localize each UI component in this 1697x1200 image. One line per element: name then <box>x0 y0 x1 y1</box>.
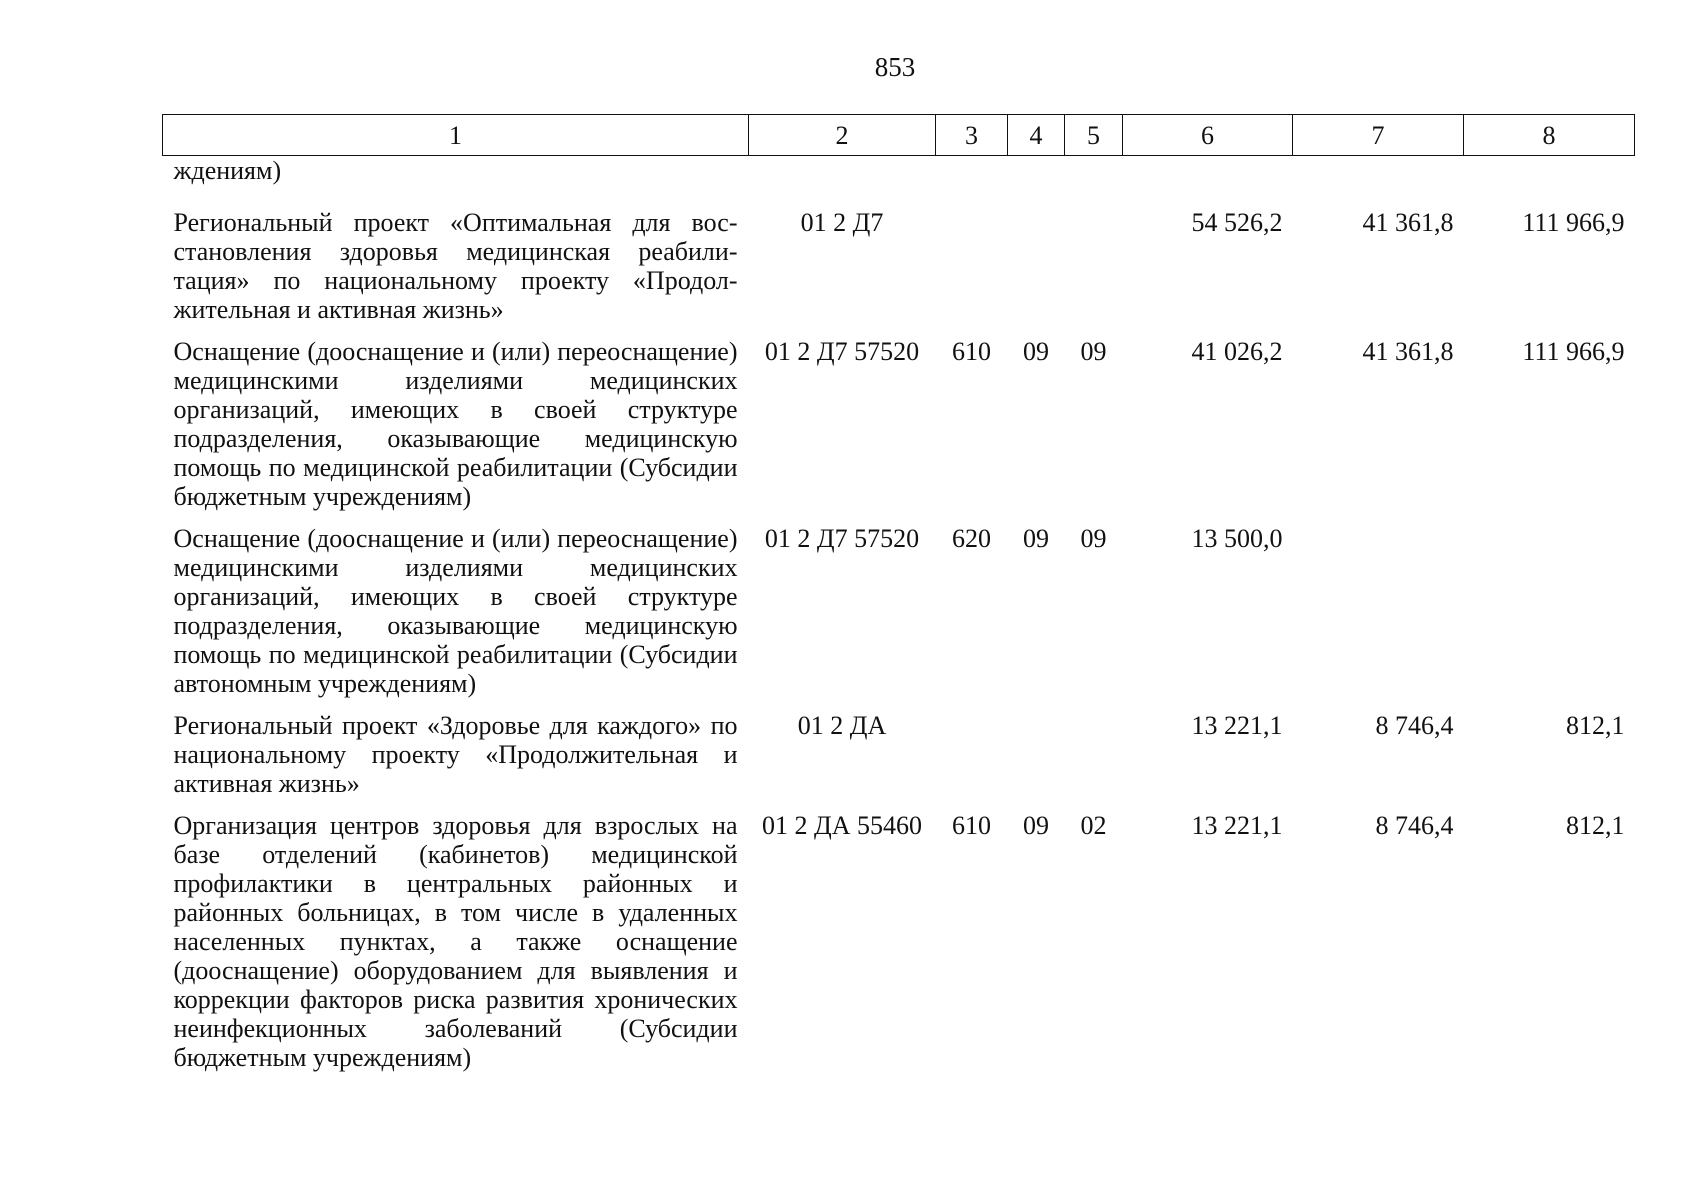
row-col-5 <box>1065 195 1123 324</box>
row-col-7: 41 361,8 <box>1362 337 1454 366</box>
header-col-2: 2 <box>749 115 936 156</box>
row-col-8 <box>1464 511 1635 698</box>
row-col-3: 610 <box>952 337 991 366</box>
row-col-3: 610 <box>952 811 991 840</box>
header-col-3: 3 <box>936 115 1008 156</box>
row-code: 01 2 Д7 <box>800 208 884 237</box>
budget-table <box>162 114 1635 1072</box>
row-col-6: 13 500,0 <box>1191 524 1283 553</box>
row-col-3: 620 <box>952 524 991 553</box>
continuation-row <box>163 156 1635 196</box>
table-row <box>163 798 1635 1072</box>
table-row <box>163 698 1635 798</box>
row-col-5: 09 <box>1080 337 1107 366</box>
row-name: Оснащение (дооснащение и (или) переоснащение) медицинскими изделиями медицинских организаций, имеющих в своей структуре подразделения, оказывающие медицинскую помощь по медицинской реабилитации (Субсидии бюджетным учреждениям) <box>173 337 738 511</box>
row-col-7: 8 746,4 <box>1375 711 1454 740</box>
table-header <box>163 115 1635 156</box>
header-col-7: 7 <box>1293 115 1464 156</box>
table-body <box>163 156 1635 1073</box>
row-col-8: 812,1 <box>1566 811 1625 840</box>
header-col-8: 8 <box>1464 115 1635 156</box>
row-col-4: 09 <box>1023 524 1049 553</box>
header-col-6: 6 <box>1123 115 1293 156</box>
row-col-8: 111 966,9 <box>1522 208 1625 237</box>
row-name: Оснащение (дооснащение и (или) переоснащение) медицинскими изделиями медицинских организаций, имеющих в своей структуре подразделения, оказывающие медицинскую помощь по медицинской реабилитации (Субсидии автономным учреждениям) <box>173 524 738 698</box>
row-col-3 <box>936 195 1008 324</box>
row-col-7: 8 746,4 <box>1375 811 1454 840</box>
row-col-6: 13 221,1 <box>1191 711 1283 740</box>
header-col-4: 4 <box>1008 115 1065 156</box>
row-col-4 <box>1008 698 1065 798</box>
table-row <box>163 324 1635 511</box>
header-col-1: 1 <box>163 115 749 156</box>
row-col-6: 13 221,1 <box>1191 811 1283 840</box>
page-number: 853 <box>874 52 916 82</box>
row-code: 01 2 Д7 57520 <box>764 524 920 553</box>
row-col-7: 41 361,8 <box>1362 208 1454 237</box>
row-col-5: 02 <box>1080 811 1107 840</box>
row-col-6: 54 526,2 <box>1191 208 1283 237</box>
row-col-8: 812,1 <box>1566 711 1625 740</box>
row-code: 01 2 ДА <box>797 711 887 740</box>
row-col-4: 09 <box>1023 811 1049 840</box>
row-col-8: 111 966,9 <box>1522 337 1625 366</box>
header-row <box>163 115 1635 156</box>
row-col-6: 41 026,2 <box>1191 337 1283 366</box>
row-name: Региональный проект «Оптимальная для восстановления здоровья медицинская реабилитация» по национальному проекту «Продолжительная и активная жизнь» <box>173 208 738 324</box>
row-code: 01 2 ДА 55460 <box>761 811 922 840</box>
header-col-5: 5 <box>1065 115 1123 156</box>
row-name: Региональный проект «Здоровье для каждого» по национальному проекту «Продолжительная и активная жизнь» <box>173 711 738 798</box>
row-col-3 <box>936 698 1008 798</box>
row-name: Организация центров здоровья для взрослых на базе отделений (кабинетов) медицинской профилактики в центральных районных и районных больницах, в том числе в удаленных населенных пунктах, а также оснащение (дооснащение) оборудованием для выявления и коррекции факторов риска развития хронических неинфекционных заболеваний (Субсидии бюджетным учреждениям) <box>173 811 738 1072</box>
row-col-5: 09 <box>1080 524 1107 553</box>
table-row <box>163 511 1635 698</box>
budget-table-container <box>162 114 1634 1072</box>
row-code: 01 2 Д7 57520 <box>764 337 920 366</box>
row-col-7 <box>1293 511 1464 698</box>
row-col-4 <box>1008 195 1065 324</box>
row-col-4: 09 <box>1023 337 1049 366</box>
continuation-text: ждениям) <box>173 156 282 185</box>
table-row <box>163 195 1635 324</box>
row-col-5 <box>1065 698 1123 798</box>
